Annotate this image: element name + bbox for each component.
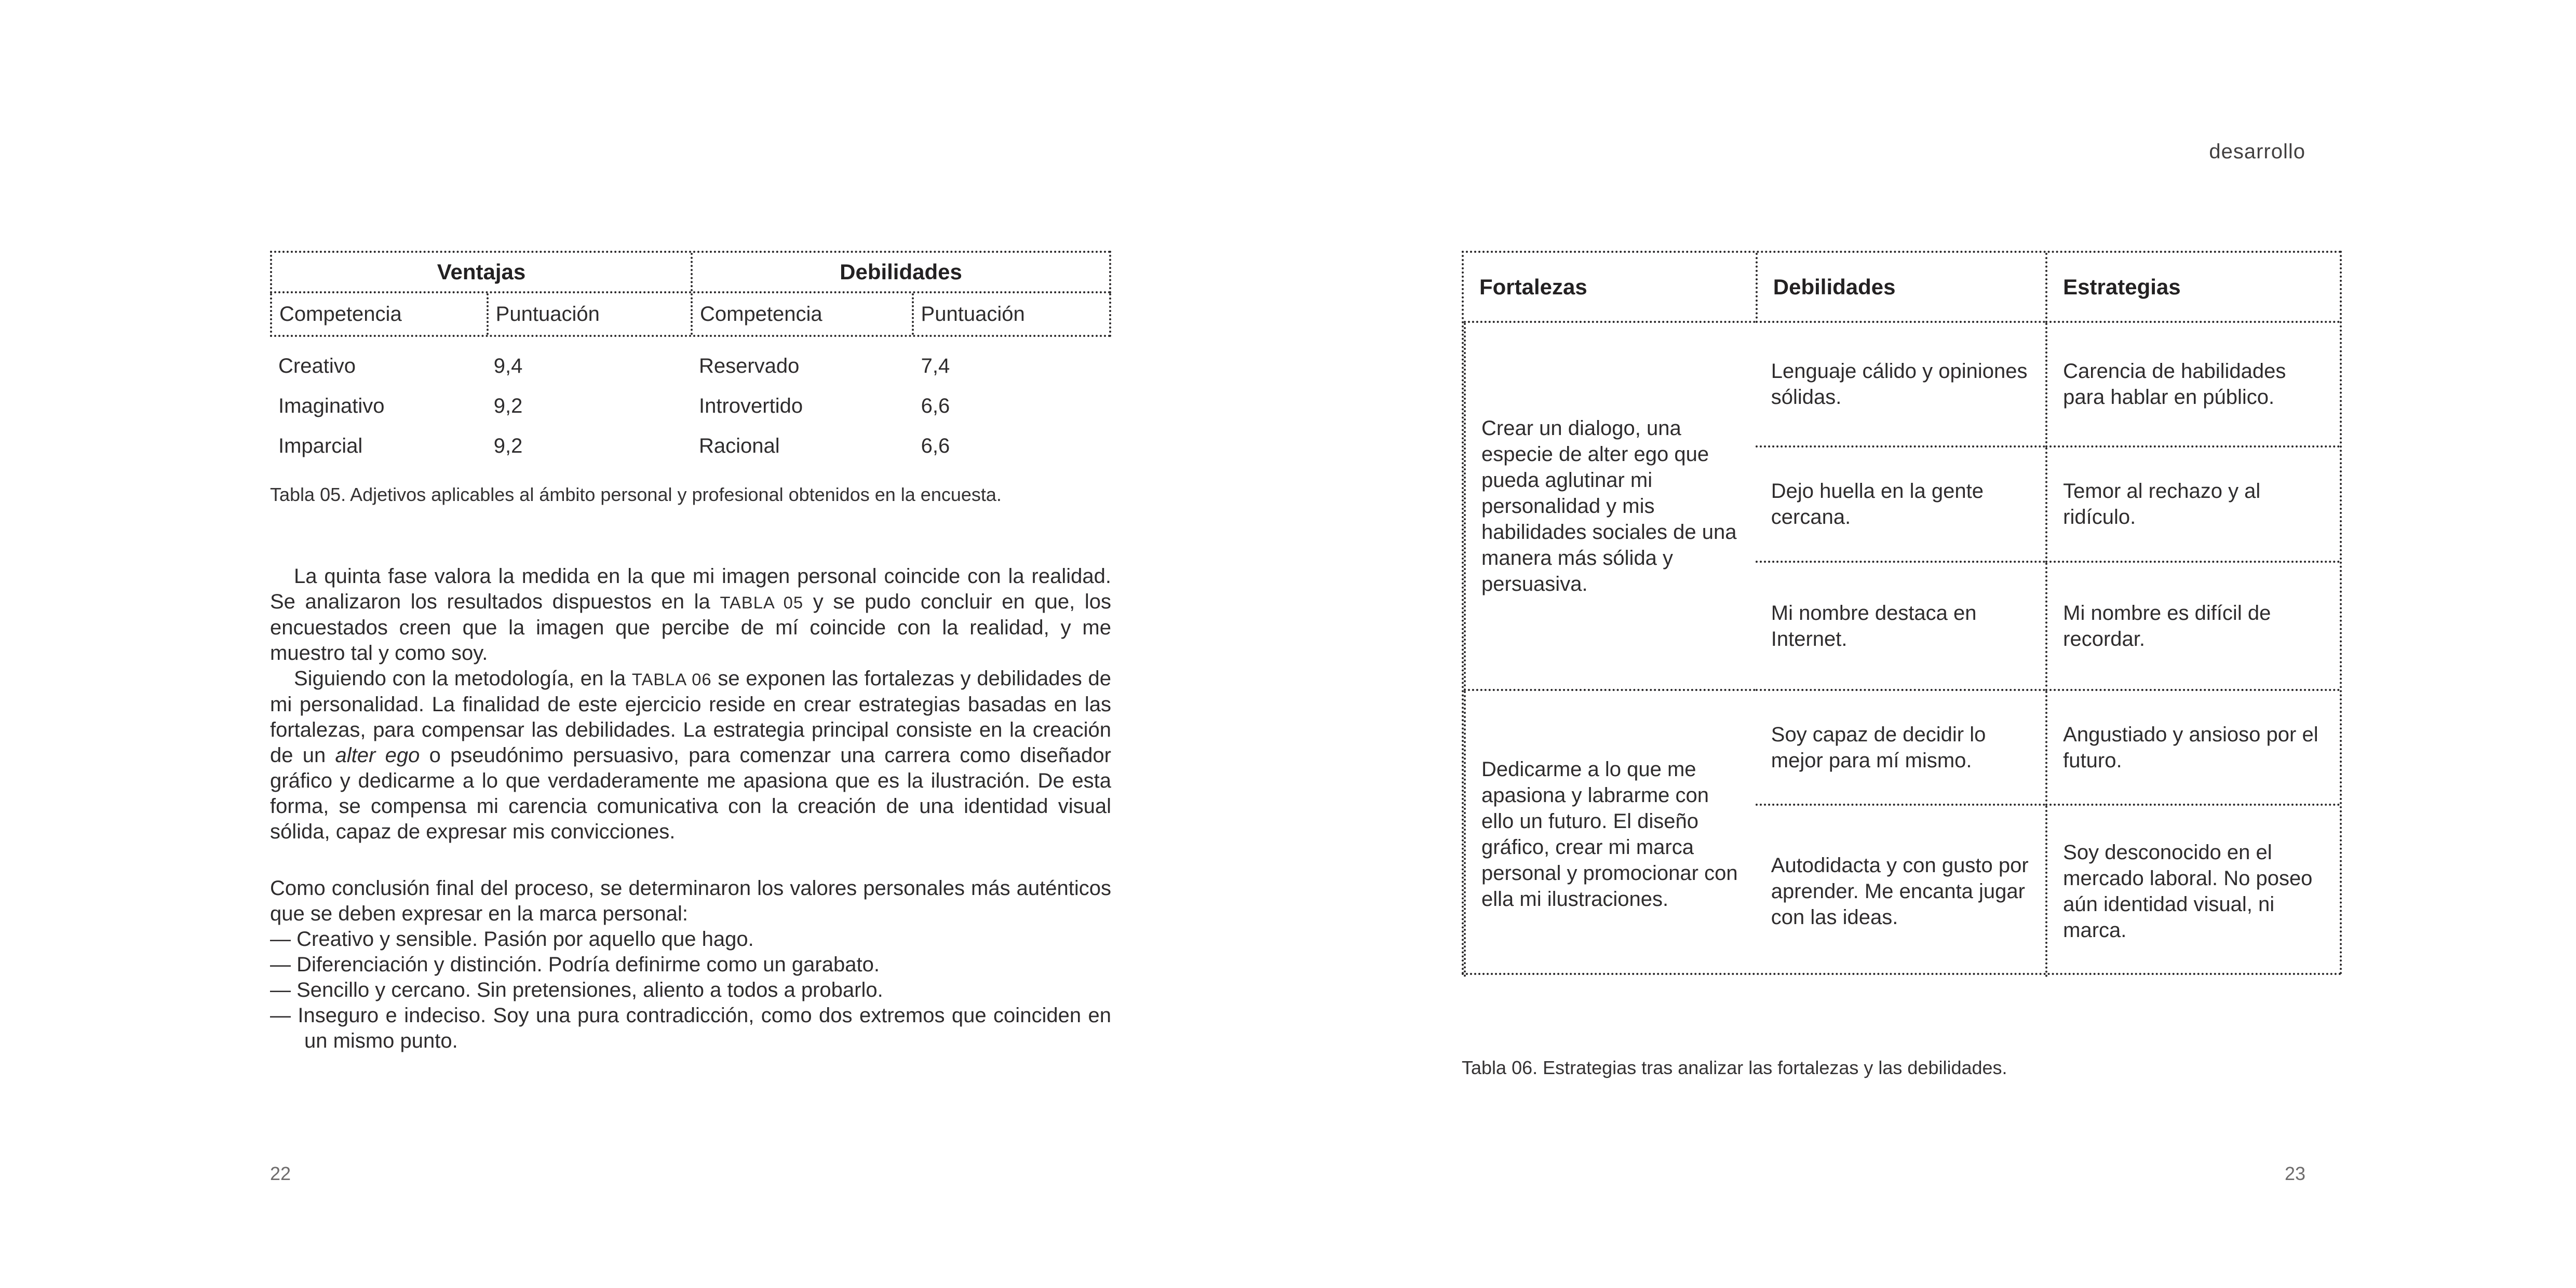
table05-group-header-row: [270, 251, 1111, 293]
list-item: — Diferenciación y distinción. Podría definirme como un garabato.: [270, 953, 880, 976]
table06-header-debilidades: Debilidades: [1756, 253, 2045, 323]
table05-group-header-debilidades: Debilidades: [691, 253, 1109, 291]
table05-cell: 7,4: [921, 355, 950, 377]
table06-cell-debilidad: Temor al rechazo y al ridículo.: [2045, 448, 2340, 563]
table06-header-estrategias: Estrategias: [2045, 253, 2340, 323]
table05-cell: 9,2: [493, 395, 523, 417]
table05-data-rows: [270, 337, 1111, 466]
table06-cell-fortaleza: Lenguaje cálido y opiniones sólidas.: [1756, 323, 2045, 448]
table06-cell-debilidad: Soy desconocido en el mercado laboral. No poseo aún identidad visual, ni marca.: [2045, 806, 2340, 977]
table06-cell-debilidad: Mi nombre es difícil de recordar.: [2045, 563, 2340, 691]
table05-col-header: Competencia: [691, 293, 912, 335]
table05-cell: 9,2: [493, 435, 523, 457]
list-item: — Inseguro e indeciso. Soy una pura contradicción, como dos extremos que coinciden en un mismo punto.: [270, 1004, 1111, 1052]
table05-col-header: Puntuación: [487, 293, 691, 335]
table05-col-header: Puntuación: [912, 293, 1109, 335]
personal-values-list: [270, 927, 1111, 1054]
table06-cell-debilidad: Carencia de habilidades para hablar en público.: [2045, 323, 2340, 448]
table06-cell-fortaleza: Soy capaz de decidir lo mejor para mí mismo.: [1756, 691, 2045, 806]
table05-cell: 6,6: [921, 395, 950, 417]
list-item: — Sencillo y cercano. Sin pretensiones, aliento a todos a probarlo.: [270, 979, 883, 1001]
table05-cell: Racional: [698, 435, 780, 457]
table05-cell: Creativo: [278, 355, 356, 377]
table05-caption: Tabla 05. Adjetivos aplicables al ámbito personal y profesional obtenidos en la encuesta.: [270, 484, 1002, 505]
table05-column-header-row: [270, 293, 1111, 337]
list-item: — Creativo y sensible. Pasión por aquello que hago.: [270, 928, 754, 951]
running-header: desarrollo: [2209, 140, 2305, 163]
table06-header-fortalezas: Fortalezas: [1464, 253, 1756, 323]
table-fortalezas-debilidades-estrategias: [1462, 251, 2342, 975]
table05-cell: Reservado: [698, 355, 800, 377]
table06-caption: Tabla 06. Estrategias tras analizar las fortalezas y las debilidades.: [1462, 1057, 2007, 1078]
table05-cell: 9,4: [493, 355, 523, 377]
page-number-left: 22: [270, 1163, 291, 1184]
table05-cell: Imparcial: [278, 435, 363, 457]
table05-cell: Imaginativo: [278, 395, 385, 417]
table06-cell-fortaleza: Autodidacta y con gusto por aprender. Me encanta jugar con las ideas.: [1771, 854, 2029, 929]
paragraph: La quinta fase valora la medida en la que mi imagen personal coincide con la realidad. Se analizaron los resultados dispuestos en la TABLA 05 y se pudo concluir en que, los encuestados creen que la imagen que percibe de mí coincide con la realidad, y me muestro tal y como soy.: [270, 565, 1112, 665]
paragraph: Siguiendo con la metodología, en la TABLA 06 se exponen las fortalezas y debilidades de mi personalidad. La finalidad de este ejercicio reside en crear estrategias basadas en las fortalezas, para compensar las debilidades. La estrategia principal consiste en la creación de un alter ego o pseudónimo persuasivo, para comenzar una carrera como diseñador gráfico y dedicarme a lo que verdaderamente me apasiona que es la ilustración. De esta forma, se compensa mi carencia comunicativa con la creación de una identidad visual sólida, capaz de expresar mis convicciones.: [270, 667, 1111, 843]
table05-col-header: Competencia: [279, 302, 402, 326]
table06-cell-fortaleza: Mi nombre destaca en Internet.: [1756, 563, 2045, 691]
table06-cell-estrategia: Crear un dialogo, una especie de alter ego que pueda aglutinar mi personalidad y mis habilidades sociales de una manera más sólida y persuasiva.: [1464, 323, 1756, 691]
table06-cell-fortaleza: Dejo huella en la gente cercana.: [1756, 448, 2045, 563]
table05-cell: Introvertido: [698, 395, 803, 417]
table06-cell-estrategia: Dedicarme a lo que me apasiona y labrarme con ello un futuro. El diseño gráfico, crear mi marca personal y promocionar con ella mi ilustraciones.: [1464, 691, 1756, 977]
body-text-block: [270, 564, 1111, 1054]
table05-group-header-ventajas: Ventajas: [437, 260, 526, 284]
table05-cell: 6,6: [921, 435, 950, 457]
table-ventajas-debilidades: [270, 251, 1111, 466]
paragraph-conclusion: Como conclusión final del proceso, se determinaron los valores personales más auténticos que se deben expresar en la marca personal:: [270, 877, 1111, 925]
page-number-right: 23: [2284, 1163, 2305, 1184]
table06-cell-debilidad: Angustiado y ansioso por el futuro.: [2045, 691, 2340, 806]
